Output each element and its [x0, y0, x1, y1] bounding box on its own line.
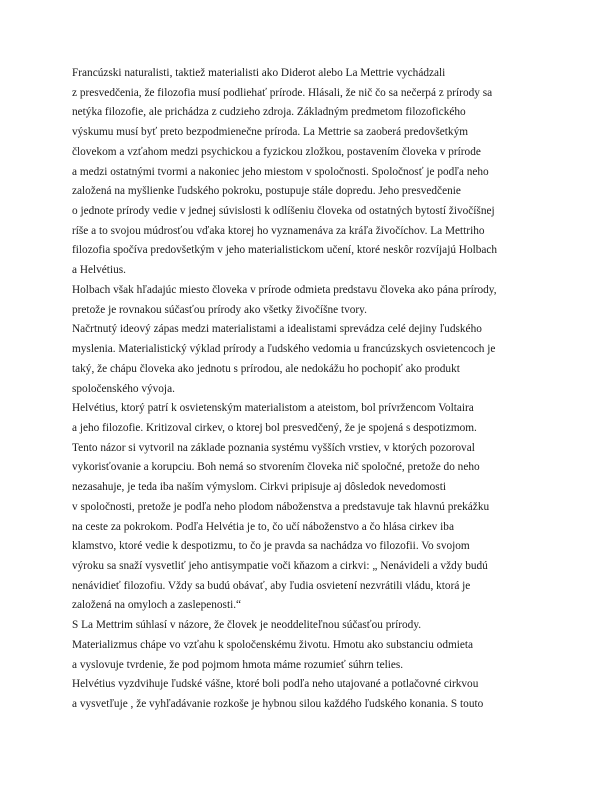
text-line: a Helvétius.	[72, 264, 126, 277]
text-line: a jeho filozofie. Kritizoval cirkev, o ktorej bol presvedčený, že je spojená s despotizmom.	[72, 421, 477, 434]
text-line: Francúzski naturalisti, taktiež materialisti ako Diderot alebo La Mettrie vychádzali	[72, 67, 446, 79]
text-line: vykorisťovanie a korupciu. Boh nemá so stvorením človeka nič spoločné, pretože do neho	[72, 461, 480, 474]
text-line: výroku sa snaží vysvetliť jeho antisympatie voči kňazom a cirkvi: „ Nenávideli a vždy budú	[72, 559, 488, 572]
text-line: nenávidieť filozofiu. Vždy sa budú obávať, aby ľudia osvietení nezvrátili vládu, ktorá je	[72, 579, 471, 592]
text-line: Tento názor si vytvoril na základe poznania systému vyšších vrstiev, v ktorých pozoroval	[72, 441, 475, 454]
text-line: pretože je rovnakou súčasťou prírody ako všetky živočíšne tvory.	[72, 303, 367, 316]
text-line: človekom a vzťahom medzi psychickou a fyzickou zložkou, postavením človeka v prírode	[72, 145, 481, 158]
text-line: Načrtnutý ideový zápas medzi materialistami a idealistami sprevádza celé dejiny ľudského	[72, 323, 482, 336]
text-line: S La Mettrim súhlasí v názore, že človek je neoddeliteľnou súčasťou prírody.	[72, 619, 422, 632]
document-body	[72, 64, 572, 715]
text-line: netýka filozofie, ale prichádza z cudzieho zdroja. Základným predmetom filozofického	[72, 106, 466, 119]
text-line: z presvedčenia, že filozofia musí podliehať prírode. Hlásali, že nič čo sa nečerpá z prírody sa	[72, 86, 493, 99]
text-line: Helvétius vyzdvihuje ľudské vášne, ktoré boli podľa neho utajované a potlačovné cirkvou	[72, 678, 479, 691]
text-line: Materializmus chápe vo vzťahu k spoločenskému životu. Hmotu ako substanciu odmieta	[72, 638, 474, 651]
text-line: taký, že chápu človeka ako jednotu s prírodou, ale nedokážu ho pochopiť ako produkt	[72, 362, 460, 375]
text-line: filozofia spočíva predovšetkým v jeho materialistickom učení, ktoré neskôr rozvíjajú Holbach	[72, 244, 498, 257]
text-line: o jednote prírody vedie v jednej súvislosti k odlíšeniu človeka od ostatných bytostí živočíšnej	[72, 205, 495, 218]
text-line: Holbach však hľadajúc miesto človeka v prírode odmieta predstavu človeka ako pána prírody,	[72, 283, 497, 296]
text-line: a medzi ostatnými tvormi a nakoniec jeho miestom v spoločnosti. Spoločnosť je podľa neho	[72, 165, 489, 178]
text-line: a vysvetľuje , že vyhľadávanie rozkoše je hybnou silou každého ľudského konania. S touto	[72, 698, 484, 710]
text-line: na ceste za pokrokom. Podľa Helvétia je to, čo učí náboženstvo a čo hlása cirkev iba	[72, 520, 454, 533]
text-line: Helvétius, ktorý patrí k osvietenským materialistom a ateistom, bol prívržencom Voltaira	[72, 402, 474, 415]
text-line: v spoločnosti, pretože je podľa neho plodom náboženstva a predstavuje tak hlavnú prekážku	[72, 500, 490, 513]
text-line: založená na omyloch a zaslepenosti.“	[72, 599, 242, 612]
text-line: nezasahuje, je teda iba naším výmyslom. Cirkvi pripisuje aj dôsledok nevedomosti	[72, 481, 446, 494]
text-line: založená na myšlienke ľudského pokroku, postupuje stále dopredu. Jeho presvedčenie	[72, 185, 461, 198]
text-line: a vyslovuje tvrdenie, že pod pojmom hmota máme rozumieť súhrn telies.	[72, 658, 404, 671]
text-line: ríše a to svojou múdrosťou vďaka ktorej ho vyznamenáva za kráľa živočíchov. La Mettriho	[72, 224, 485, 237]
text-line: spoločenského vývoja.	[72, 382, 175, 395]
text-line: klamstvo, ktoré vedie k despotizmu, to čo je pravda sa nachádza vo filozofii. Vo svojom	[72, 540, 470, 553]
text-line: myslenia. Materialistický výklad prírody a ľudského vedomia u francúzskych osvietencoch je	[72, 343, 496, 356]
text-line: výskumu musí byť preto bezpodmienečne príroda. La Mettrie sa zaoberá predovšetkým	[72, 126, 469, 139]
